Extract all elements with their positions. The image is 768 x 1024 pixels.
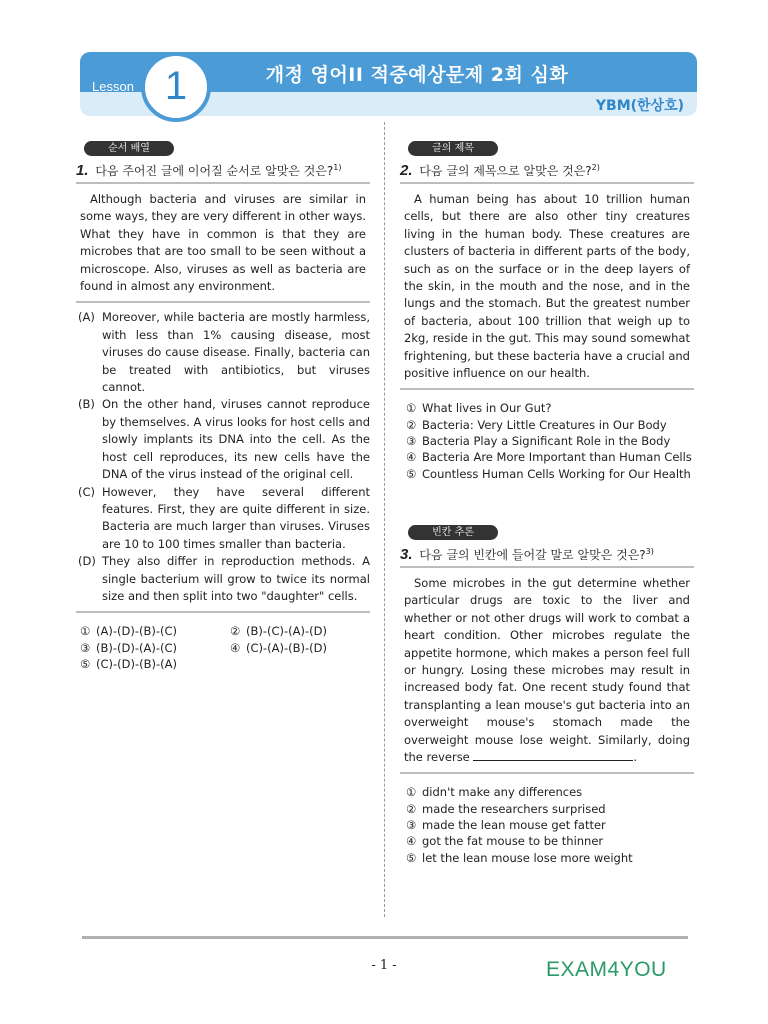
answer-option[interactable] xyxy=(80,656,230,672)
option-text: made the lean mouse get fatter xyxy=(422,818,606,833)
option-text: (B)-(C)-(A)-(D) xyxy=(246,624,327,639)
paragraph-item xyxy=(76,484,370,554)
paragraph-label: (B) xyxy=(78,397,95,412)
option-number: ⑤ xyxy=(406,850,417,865)
question-1-prompt: 다음 주어진 글에 이어질 순서로 알맞은 것은? xyxy=(95,164,334,178)
paragraph-text: Moreover, while bacteria are mostly harmless, with less than 1% causing disease, most viruses do cause disease. Finally, bacteria can be treated with antibiotics, but viruses cannot. xyxy=(102,310,370,395)
option-text: got the fat mouse to be thinner xyxy=(422,834,604,849)
question-1-passage: Although bacteria and viruses are similar in some ways, they are very different in other ways. What they have in common is that they are microbes that are too small to be seen without a microscope. Also, viruses as well as bacteria are found in almost any environment. xyxy=(76,184,370,303)
option-text: (C)-(D)-(B)-(A) xyxy=(96,657,177,672)
answer-option[interactable] xyxy=(406,433,694,449)
option-text: What lives in Our Gut? xyxy=(422,401,552,416)
question-2-footnote: 2) xyxy=(591,163,600,172)
option-text: (C)-(A)-(B)-(D) xyxy=(246,640,327,655)
answer-option[interactable] xyxy=(230,623,370,639)
paragraph-item xyxy=(76,396,370,483)
option-number: ④ xyxy=(406,834,417,849)
question-3-passage xyxy=(400,568,694,774)
paragraph-item xyxy=(76,309,370,396)
answer-option[interactable] xyxy=(80,640,230,656)
option-number: ① xyxy=(406,401,417,416)
question-1 xyxy=(76,136,370,673)
question-2-number: 2. xyxy=(400,162,413,179)
paragraph-text: They also differ in reproduction methods. A single bacterium will grow to twice its normal size and then split into two "daughter" cells. xyxy=(102,554,370,603)
option-text: Countless Human Cells Working for Our Health xyxy=(422,466,691,481)
answer-option[interactable] xyxy=(406,466,694,482)
question-3-tag: 빈칸 추론 xyxy=(408,525,498,540)
question-2-prompt: 다음 글의 제목으로 알맞은 것은? xyxy=(419,164,592,178)
answer-option[interactable] xyxy=(406,449,694,465)
question-2-tag: 글의 제목 xyxy=(408,141,498,156)
answer-option[interactable] xyxy=(406,833,694,849)
option-number: ③ xyxy=(406,818,417,833)
option-text: Bacteria: Very Little Creatures in Our Body xyxy=(422,417,667,432)
question-1-prompt-line xyxy=(76,160,370,184)
answer-option[interactable] xyxy=(80,623,230,639)
question-1-footnote: 1) xyxy=(333,163,342,172)
option-number: ② xyxy=(406,801,417,816)
paragraph-text: On the other hand, viruses cannot reproduce by themselves. A virus looks for host cells and slowly implants its DNA into the cell. As the host cell reproduces, its new cells have the DNA of the virus instead of the original cell. xyxy=(102,397,370,482)
option-number: ① xyxy=(80,624,91,639)
option-number: ③ xyxy=(406,434,417,449)
question-1-number: 1. xyxy=(76,162,89,179)
paragraph-label: (A) xyxy=(78,310,95,325)
question-3-prompt: 다음 글의 빈칸에 들어갈 말로 알맞은 것은? xyxy=(419,548,646,562)
question-3-footnote: 3) xyxy=(645,547,654,556)
question-3-number: 3. xyxy=(400,546,413,563)
option-number: ④ xyxy=(406,450,417,465)
answer-option[interactable] xyxy=(406,817,694,833)
page-title: 개정 영어II 적중예상문제 2회 심화 xyxy=(265,64,569,86)
paragraph-item xyxy=(76,553,370,605)
paragraph-text: However, they have several different features. First, they are quite different in size. Bacteria are much larger than viruses. Viruses are 10 to 100 times smaller than bacteria. xyxy=(102,484,370,551)
answer-option[interactable] xyxy=(406,784,694,800)
paragraph-label: (D) xyxy=(78,554,96,569)
option-text: Bacteria Are More Important than Human Cells xyxy=(422,450,692,465)
paragraph-label: (C) xyxy=(78,484,96,499)
option-text: didn't make any differences xyxy=(422,785,583,800)
question-2-prompt-line xyxy=(400,160,694,184)
answer-option[interactable] xyxy=(406,417,694,433)
question-1-options xyxy=(76,613,370,672)
answer-blank xyxy=(473,751,633,761)
option-number: ② xyxy=(230,624,241,639)
question-1-paragraphs xyxy=(76,303,370,613)
option-number: ⑤ xyxy=(80,657,91,672)
lesson-label: Lesson xyxy=(92,79,134,94)
brand-logo: EXAM4YOU xyxy=(546,958,667,981)
option-number: ⑤ xyxy=(406,466,417,481)
page-subtitle: YBM(한상호) xyxy=(595,98,684,114)
page-number: - 1 - xyxy=(371,958,397,973)
option-text: (B)-(D)-(A)-(C) xyxy=(96,640,177,655)
answer-option[interactable] xyxy=(230,640,370,656)
option-text: (A)-(D)-(B)-(C) xyxy=(96,624,177,639)
footer-rule xyxy=(82,936,688,939)
answer-option[interactable] xyxy=(406,801,694,817)
column-divider xyxy=(384,122,385,917)
option-text: made the researchers surprised xyxy=(422,801,606,816)
option-number: ④ xyxy=(230,640,241,655)
question-3-passage-text: Some microbes in the gut determine whether particular drugs are toxic to the liver and whether or not other drugs will work to combat a heart condition. Other microbes regulate the appetite hormone, which makes a person feel full or hungry. Losing these microbes may result in increased body fat. One recent study found that transplanting a lean mouse's gut bacteria into an overweight mouse's stomach made the overweight mouse lose weight. Similarly, doing the reverse xyxy=(404,576,690,765)
option-text: Bacteria Play a Significant Role in the Body xyxy=(422,434,671,449)
question-2-passage: A human being has about 10 trillion human cells, but there are also other tiny creatures living in the human body. These creatures are clusters of bacteria in different parts of the body, such as on the surface or in the deep layers of the skin, in the mouth and the nose, and in the lungs and the stomach. But the greatest number of bacteria, about 100 trillion that weigh up to 2kg, reside in the gut. This may sound somewhat frightening, but these bacteria have a crucial and positive influence on our health. xyxy=(400,184,694,390)
question-3 xyxy=(400,520,694,866)
option-number: ③ xyxy=(80,640,91,655)
answer-option[interactable] xyxy=(406,850,694,866)
option-number: ① xyxy=(406,785,417,800)
question-3-options xyxy=(400,774,694,865)
question-2-options xyxy=(400,390,694,481)
question-2 xyxy=(400,136,694,482)
lesson-number-badge: 1 xyxy=(141,52,211,122)
question-3-prompt-line xyxy=(400,544,694,568)
question-1-tag: 순서 배열 xyxy=(84,141,174,156)
option-text: let the lean mouse lose more weight xyxy=(422,850,633,865)
answer-option[interactable] xyxy=(406,400,694,416)
passage-end: . xyxy=(633,750,638,765)
option-number: ② xyxy=(406,417,417,432)
